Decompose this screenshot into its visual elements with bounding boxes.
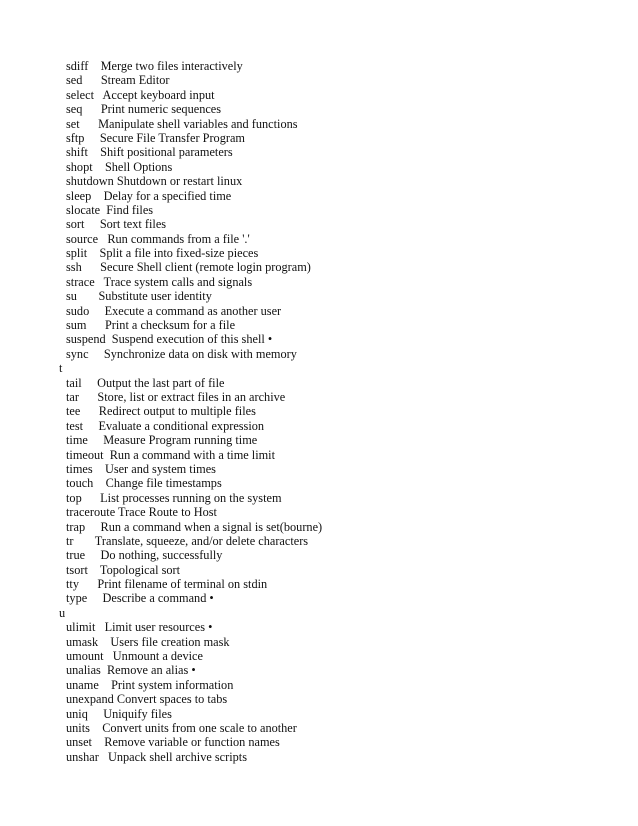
- command-entry: true Do nothing, successfully: [66, 548, 223, 563]
- command-entry: sort Sort text files: [66, 217, 167, 232]
- command-entry: sleep Delay for a specified time: [66, 188, 232, 203]
- command-entry: unshar Unpack shell archive scripts: [66, 749, 247, 764]
- section-letter: t: [59, 361, 63, 376]
- command-entry: tsort Topological sort: [66, 562, 181, 577]
- section-letter: u: [59, 605, 66, 620]
- command-entry: tr Translate, squeeze, and/or delete characters: [66, 533, 309, 548]
- command-entry: time Measure Program running time: [66, 433, 258, 448]
- command-entry: units Convert units from one scale to another: [66, 720, 297, 735]
- command-entry: test Evaluate a conditional expression: [66, 418, 265, 433]
- command-entry: times User and system times: [66, 461, 216, 476]
- command-entry: shutdown Shutdown or restart linux: [66, 174, 243, 189]
- command-entry: sftp Secure File Transfer Program: [66, 130, 245, 145]
- command-entry: type Describe a command •: [66, 591, 214, 606]
- command-list: [58, 59, 618, 764]
- command-entry: su Substitute user identity: [66, 289, 212, 304]
- command-entry: sum Print a checksum for a file: [66, 318, 236, 333]
- command-entry: tty Print filename of terminal on stdin: [66, 577, 268, 592]
- command-entry: unset Remove variable or function names: [66, 735, 280, 750]
- command-entry: unalias Remove an alias •: [66, 663, 196, 678]
- command-entry: seq Print numeric sequences: [66, 102, 222, 117]
- command-entry: traceroute Trace Route to Host: [66, 505, 217, 520]
- command-entry: source Run commands from a file '.': [66, 231, 250, 246]
- command-entry: shopt Shell Options: [66, 159, 173, 174]
- command-entry: ulimit Limit user resources •: [66, 620, 213, 635]
- command-entry: sudo Execute a command as another user: [66, 303, 282, 318]
- command-entry: suspend Suspend execution of this shell •: [66, 332, 273, 347]
- command-entry: umount Unmount a device: [66, 649, 203, 664]
- command-entry: select Accept keyboard input: [66, 87, 215, 102]
- command-entry: set Manipulate shell variables and functions: [66, 116, 298, 131]
- command-entry: unexpand Convert spaces to tabs: [66, 692, 228, 707]
- command-entry: uniq Uniquify files: [66, 706, 172, 721]
- command-entry: tee Redirect output to multiple files: [66, 404, 256, 419]
- command-entry: uname Print system information: [66, 677, 234, 692]
- command-entry: strace Trace system calls and signals: [66, 274, 253, 289]
- command-entry: timeout Run a command with a time limit: [66, 447, 276, 462]
- command-entry: sed Stream Editor: [66, 73, 170, 88]
- command-entry: top List processes running on the system: [66, 490, 282, 505]
- command-entry: umask Users file creation mask: [66, 634, 230, 649]
- command-entry: slocate Find files: [66, 202, 154, 217]
- command-entry: sync Synchronize data on disk with memory: [66, 346, 297, 361]
- command-entry: trap Run a command when a signal is set(bourne): [66, 519, 323, 534]
- command-entry: touch Change file timestamps: [66, 476, 222, 491]
- command-entry: ssh Secure Shell client (remote login program): [66, 260, 311, 275]
- command-entry: tar Store, list or extract files in an archive: [66, 389, 286, 404]
- command-entry: split Split a file into fixed-size pieces: [66, 246, 259, 261]
- command-entry: sdiff Merge two files interactively: [66, 59, 243, 73]
- command-entry: shift Shift positional parameters: [66, 145, 233, 160]
- command-entry: tail Output the last part of file: [66, 375, 225, 390]
